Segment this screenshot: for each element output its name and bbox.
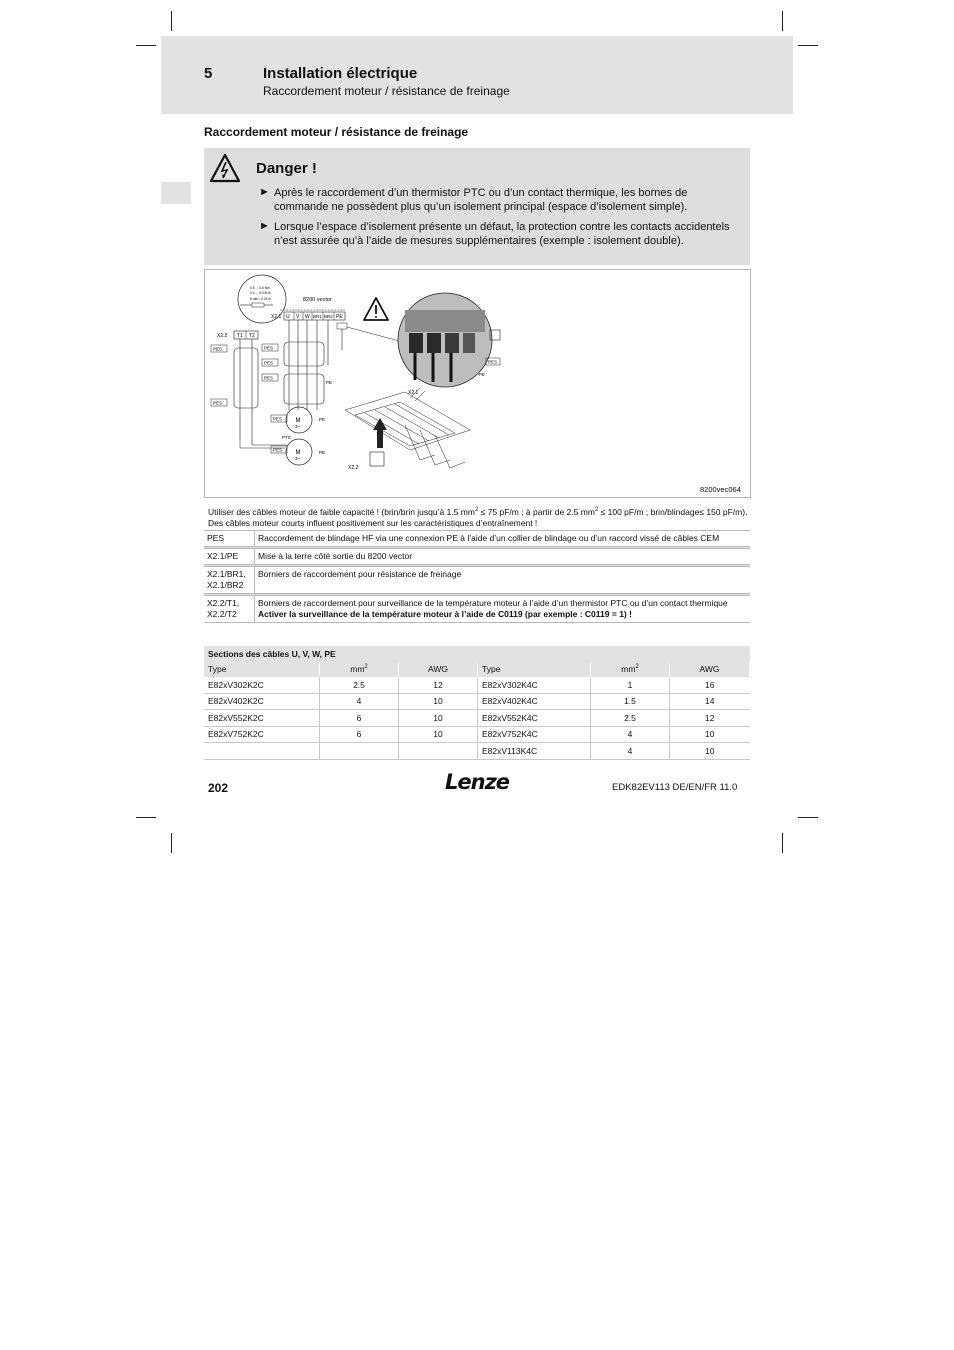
col-mm2-sup: 2 <box>635 664 639 671</box>
pes-label: PES <box>273 416 283 422</box>
cell-mm2: 6 <box>320 710 399 727</box>
figure-reference: 8200vec064 <box>700 485 741 494</box>
cell-type: E82xV113K4C <box>478 743 591 760</box>
device-perspective-drawing <box>345 388 470 468</box>
crop-mark <box>171 833 172 853</box>
pes-label: PES <box>488 359 498 365</box>
cell-awg: 12 <box>670 710 750 727</box>
pe-label: PE <box>319 417 326 422</box>
chapter-number: 5 <box>204 65 213 82</box>
cell-type: E82xV402K2C <box>204 693 320 710</box>
note-text: ≤ 75 pF/m ; à partir de 2.5 mm <box>478 506 595 517</box>
legend-warning: Activer la surveillance de la température moteur à l’aide de C0119 (par exemple : C0119 = 1) ! <box>258 609 632 619</box>
legend-text: Raccordement de blindage HF via une connexion PE à l’aide d’un collier de blindage ou d’un raccord vissé de câbles CEM <box>258 533 720 543</box>
table-row <box>204 743 750 760</box>
legend-text: Borniers de raccordement pour résistance de freinage <box>258 569 462 579</box>
terminal-v: V <box>296 314 300 320</box>
chapter-subtitle: Raccordement moteur / résistance de freinage <box>263 84 510 98</box>
cell-empty <box>204 743 320 760</box>
x21-label: X2.1 <box>408 390 419 396</box>
table-title-row <box>204 646 750 662</box>
motor-phase-label: 3~ <box>295 456 301 461</box>
col-mm2 <box>591 662 670 678</box>
motor-m-label: M <box>295 418 301 424</box>
cell-type: E82xV402K4C <box>478 693 591 710</box>
chapter-tab <box>161 182 191 204</box>
pes-label: PES <box>273 447 283 453</box>
legend-key: X2.1/BR1, X2.1/BR2 <box>204 567 255 594</box>
electrical-hazard-icon <box>209 153 241 183</box>
danger-title: Danger ! <box>256 160 317 177</box>
cell-awg: 10 <box>399 693 478 710</box>
pes-label: PES <box>213 346 223 352</box>
cell-awg: 12 <box>399 677 478 693</box>
col-awg: AWG <box>399 662 478 678</box>
danger-bullet-2: Lorsque l’espace d’isolement présente un défaut, la protection contre les contacts accidentels n’est assurée qu’à l’aide de mesures supplémentaires (exemple : isolement double). <box>274 221 730 247</box>
section-title: Raccordement moteur / résistance de freinage <box>204 125 469 139</box>
table-row <box>204 710 750 727</box>
lenze-logo: Lenze <box>445 770 510 794</box>
cell-mm2: 6 <box>320 726 399 743</box>
wiring-figure <box>204 269 751 498</box>
legend-text-cell <box>255 596 751 623</box>
motor-icon <box>286 407 325 433</box>
cell-mm2: 2.5 <box>591 710 670 727</box>
pes-label: PES <box>264 360 274 366</box>
torque-label-nm: 0.5 ... 0.6 Nm <box>250 286 270 290</box>
cell-type: E82xV552K2C <box>204 710 320 727</box>
pe-label: PE <box>326 380 333 385</box>
table-row <box>204 726 750 743</box>
motor-icon <box>286 439 325 465</box>
cell-mm2: 4 <box>591 743 670 760</box>
ptc-label: PTC <box>282 435 291 440</box>
col-type: Type <box>204 662 320 678</box>
note-sup: 2 <box>474 507 479 513</box>
legend-key: X2.2/T1, X2.2/T2 <box>204 596 255 623</box>
pe-label: PE <box>319 450 326 455</box>
cell-awg: 10 <box>399 726 478 743</box>
col-mm2-label: mm <box>350 664 365 675</box>
cell-awg: 10 <box>670 743 750 760</box>
bullet-arrow-icon: ► <box>259 186 270 198</box>
x22-label: X2.2 <box>348 465 359 471</box>
col-mm2 <box>320 662 399 678</box>
crop-mark <box>782 833 783 853</box>
crop-mark <box>782 11 783 31</box>
cell-empty <box>399 743 478 760</box>
col-mm2-label: mm <box>621 664 636 675</box>
cell-mm2: 2.5 <box>320 677 399 693</box>
pe-label: PE <box>479 372 486 377</box>
col-type: Type <box>478 662 591 678</box>
device-label: 8200 vector <box>303 297 332 303</box>
legend-row <box>204 567 750 594</box>
cell-mm2: 1 <box>591 677 670 693</box>
danger-bullet-1: Après le raccordement d’un thermistor PTC ou d’un contact thermique, les bornes de commande ne possèdent plus qu’un isolement principal (espace d’isolement simple). <box>274 187 688 213</box>
warning-icon <box>364 298 388 320</box>
cell-mm2: 1.5 <box>591 693 670 710</box>
motor-phase-label: 3~ <box>295 424 301 429</box>
cell-type: E82xV752K2C <box>204 726 320 743</box>
cell-mm2: 4 <box>591 726 670 743</box>
note-sup: 2 <box>594 507 599 513</box>
legend-table <box>204 530 750 623</box>
cell-awg: 10 <box>670 726 750 743</box>
chapter-title: Installation électrique <box>263 65 418 82</box>
table-title: Sections des câbles U, V, W, PE <box>204 646 750 662</box>
cell-empty <box>320 743 399 760</box>
terminal-t1: T1 <box>237 333 243 339</box>
legend-key: PES <box>204 531 255 547</box>
note-text: Utiliser des câbles moteur de faible capacité ! (brin/brin jusqu’à 1.5 mm <box>208 506 475 517</box>
legend-key: X2.1/PE <box>204 549 255 565</box>
cell-awg: 14 <box>670 693 750 710</box>
crop-mark <box>136 45 156 46</box>
table-header-row <box>204 662 750 678</box>
cell-type: E82xV302K2C <box>204 677 320 693</box>
strip-length-label: 6 mm / 0.24 in <box>250 297 271 301</box>
legend-text: Borniers de raccordement pour surveillance de la température moteur à l’aide d’un thermistor PTC ou d’un contact thermique <box>258 598 728 608</box>
terminal-photo-detail <box>398 293 492 387</box>
chapter-header <box>161 36 793 114</box>
cell-type: E82xV552K4C <box>478 710 591 727</box>
legend-row <box>204 531 750 547</box>
terminal-br2: BR2 <box>324 314 333 319</box>
crop-mark <box>171 11 172 31</box>
col-mm2-sup: 2 <box>364 664 368 671</box>
terminal-pe: PE <box>336 314 343 320</box>
terminal-u: U <box>286 314 290 320</box>
bullet-arrow-icon: ► <box>259 220 270 232</box>
legend-row <box>204 596 750 623</box>
document-id: EDK82EV113 DE/EN/FR 11.0 <box>612 782 738 793</box>
col-awg: AWG <box>670 662 750 678</box>
cable-sections-table <box>204 646 750 760</box>
table-row <box>204 677 750 693</box>
pes-label: PES <box>264 375 274 381</box>
crop-mark <box>798 45 818 46</box>
legend-text: Mise à la terre côté sortie du 8200 vector <box>258 551 413 561</box>
page-number: 202 <box>208 781 229 795</box>
torque-label-lbin: 4.4 ... 5.3 lb-in <box>250 291 271 295</box>
cell-type: E82xV302K4C <box>478 677 591 693</box>
pes-label: PES <box>264 345 274 351</box>
terminal-w: W <box>305 314 310 320</box>
x21-label: X2.1 <box>271 314 282 320</box>
crop-mark <box>798 817 818 818</box>
terminal-br1: BR1 <box>313 314 322 319</box>
pes-label: PES <box>213 400 223 406</box>
note-text: ≤ 100 pF/m ; brin/blindage≤ 150 pF/m). Des câbles moteur courts influent positivement sur les caractéristiques d’entraînement ! <box>208 506 748 528</box>
x22-label: X2.2 <box>217 333 228 339</box>
motor-m-label: M <box>295 450 301 456</box>
crop-mark <box>136 817 156 818</box>
table-row <box>204 693 750 710</box>
legend-row <box>204 549 750 565</box>
cell-type: E82xV752K4C <box>478 726 591 743</box>
terminal-t2: T2 <box>249 333 255 339</box>
cell-mm2: 4 <box>320 693 399 710</box>
capacitance-note <box>208 505 748 529</box>
cell-awg: 16 <box>670 677 750 693</box>
cell-awg: 10 <box>399 710 478 727</box>
